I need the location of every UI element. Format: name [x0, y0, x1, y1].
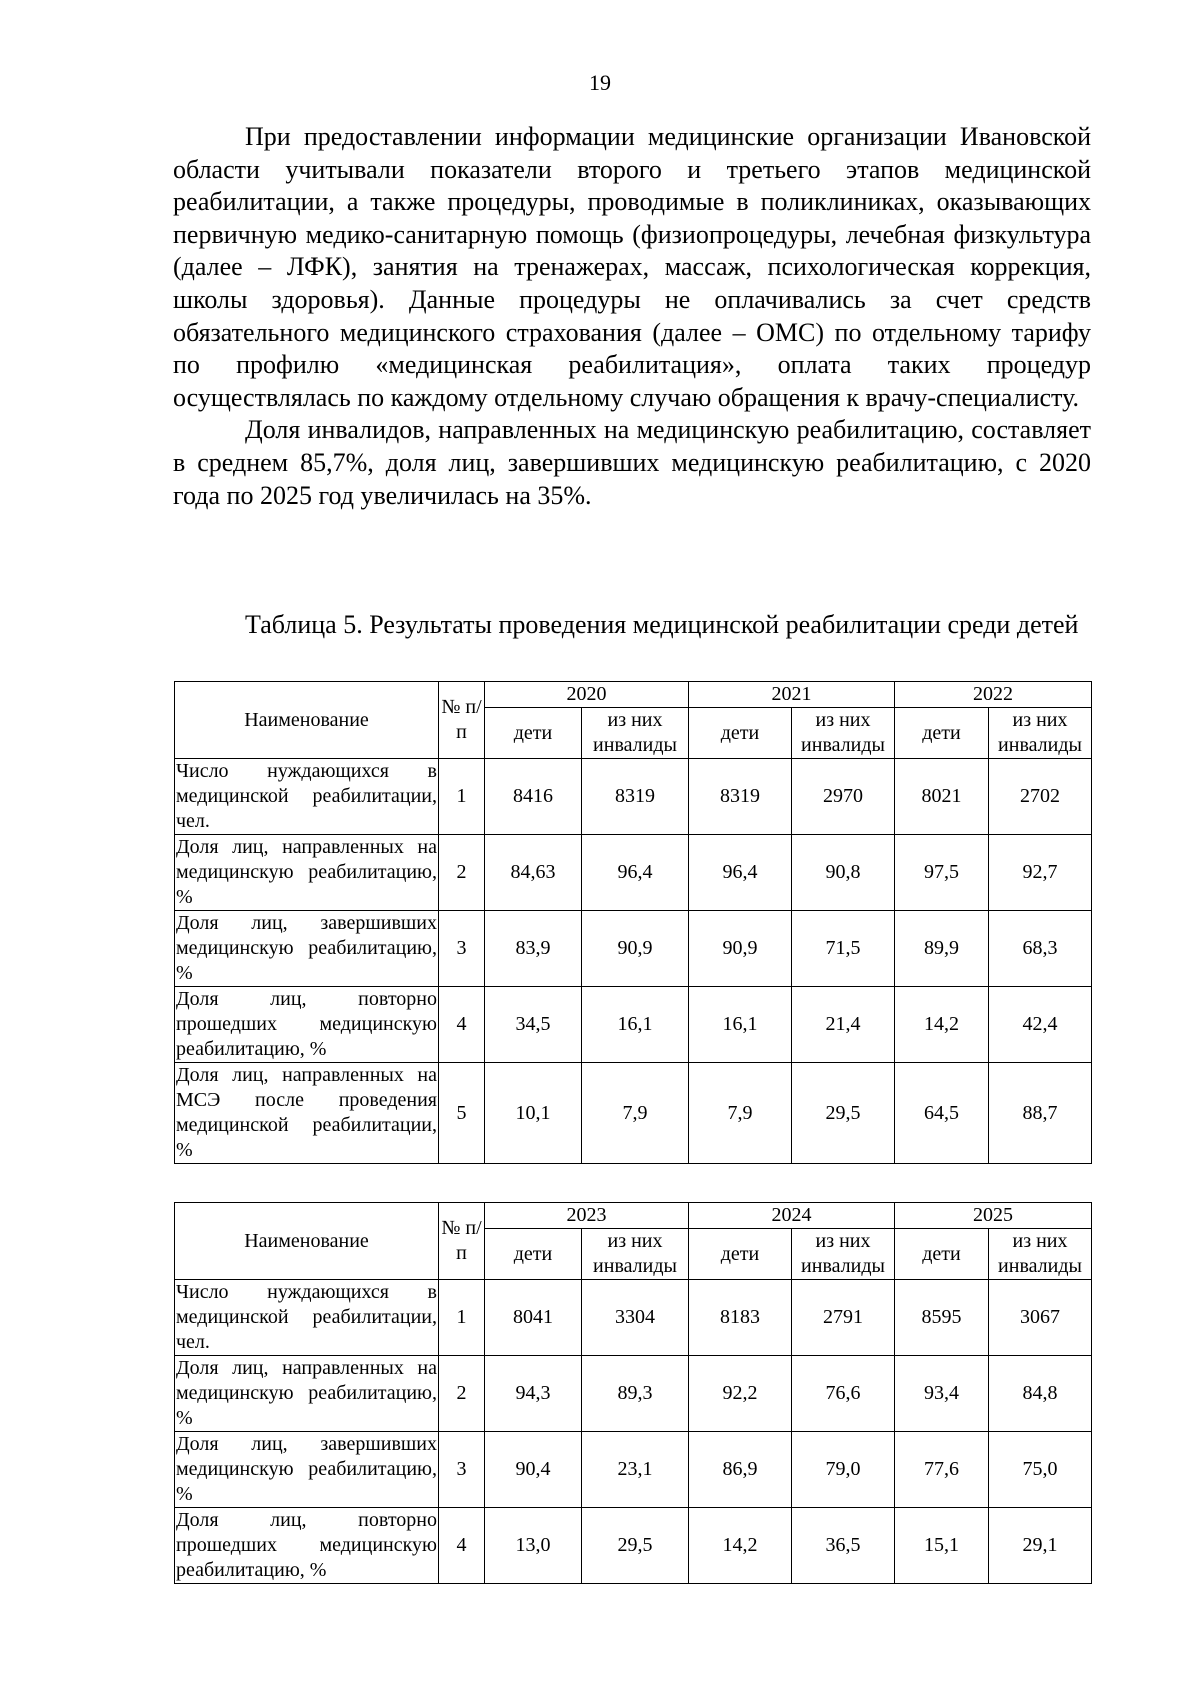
table-cell: 36,5: [792, 1508, 895, 1584]
header-year: 2020: [485, 682, 689, 708]
table-cell: 13,0: [485, 1508, 582, 1584]
results-table-2023-2025: [174, 1202, 1092, 1584]
table-cell: 97,5: [895, 835, 989, 911]
page-number: 19: [589, 70, 611, 95]
row-number: 4: [439, 1508, 485, 1584]
paragraph-1: При предоставлении информации медицинские организации Ивановской области учитывали показатели второго и третьего этапов медицинской реабилитации, а также процедуры, проводимые в поликлиниках, оказывающих первичную медико-санитарную помощь (физиопроцедуры, лечебная физкультура (далее – ЛФК), занятия на тренажерах, массаж, психологическая коррекция, школы здоровья). Данные процедуры не оплачивались за счет средств обязательного медицинского страхования (далее – ОМС) по отдельному тарифу по профилю «медицинская реабилитация», оплата таких процедур осуществлялась по каждому отдельному случаю обращения к врачу-специалисту.: [173, 122, 1091, 412]
header-number: № п/п: [439, 1203, 485, 1280]
table-caption: Таблица 5. Результаты проведения медицинской реабилитации среди детей: [245, 610, 1079, 639]
header-children: дети: [689, 708, 792, 759]
header-children: дети: [485, 708, 582, 759]
row-number: 1: [439, 1280, 485, 1356]
header-disabled: из них инвалиды: [582, 1229, 689, 1280]
header-children: дети: [895, 708, 989, 759]
table-cell: 89,3: [582, 1356, 689, 1432]
row-number: 3: [439, 1432, 485, 1508]
header-number: № п/п: [439, 682, 485, 759]
header-children: дети: [485, 1229, 582, 1280]
table-cell: 88,7: [989, 1063, 1092, 1164]
row-number: 2: [439, 1356, 485, 1432]
table-cell: 8595: [895, 1280, 989, 1356]
table-cell: 16,1: [689, 987, 792, 1063]
table-cell: 34,5: [485, 987, 582, 1063]
header-name: Наименование: [175, 682, 439, 759]
header-disabled: из них инвалиды: [792, 1229, 895, 1280]
header-year: 2025: [895, 1203, 1092, 1229]
table-cell: 42,4: [989, 987, 1092, 1063]
table-cell: 90,9: [582, 911, 689, 987]
header-name: Наименование: [175, 1203, 439, 1280]
row-name: Доля лиц, направленных на медицинскую реабилитацию, %: [175, 835, 439, 911]
table-cell: 23,1: [582, 1432, 689, 1508]
table-row: [175, 987, 1092, 1063]
table-cell: 15,1: [895, 1508, 989, 1584]
table-row: [175, 1356, 1092, 1432]
table-cell: 8416: [485, 759, 582, 835]
header-children: дети: [895, 1229, 989, 1280]
header-year: 2022: [895, 682, 1092, 708]
table-row: [175, 1508, 1092, 1584]
table-cell: 79,0: [792, 1432, 895, 1508]
table-row: [175, 759, 1092, 835]
header-year: 2023: [485, 1203, 689, 1229]
table-cell: 2791: [792, 1280, 895, 1356]
row-name: Число нуждающихся в медицинской реабилитации, чел.: [175, 759, 439, 835]
table-cell: 3067: [989, 1280, 1092, 1356]
row-number: 4: [439, 987, 485, 1063]
table-cell: 29,5: [582, 1508, 689, 1584]
table-cell: 84,63: [485, 835, 582, 911]
table-cell: 90,4: [485, 1432, 582, 1508]
table-cell: 71,5: [792, 911, 895, 987]
paragraph-2: Доля инвалидов, направленных на медицинскую реабилитацию, составляет в среднем 85,7%, доля лиц, завершивших медицинскую реабилитацию, с 2020 года по 2025 год увеличилась на 35%.: [173, 415, 1091, 510]
table-cell: 93,4: [895, 1356, 989, 1432]
table-row: [175, 835, 1092, 911]
table-cell: 2702: [989, 759, 1092, 835]
header-disabled: из них инвалиды: [989, 708, 1092, 759]
table-row: [175, 1432, 1092, 1508]
header-children: дети: [689, 1229, 792, 1280]
row-name: Доля лиц, направленных на МСЭ после проведения медицинской реабилитации, %: [175, 1063, 439, 1164]
row-name: Число нуждающихся в медицинской реабилитации, чел.: [175, 1280, 439, 1356]
body-text: [173, 121, 1091, 512]
table-cell: 21,4: [792, 987, 895, 1063]
table-cell: 75,0: [989, 1432, 1092, 1508]
table-cell: 29,1: [989, 1508, 1092, 1584]
table-cell: 29,5: [792, 1063, 895, 1164]
table-cell: 96,4: [689, 835, 792, 911]
table-row: [175, 1280, 1092, 1356]
table-cell: 16,1: [582, 987, 689, 1063]
table-cell: 14,2: [689, 1508, 792, 1584]
table-cell: 7,9: [582, 1063, 689, 1164]
table-cell: 8183: [689, 1280, 792, 1356]
table-cell: 76,6: [792, 1356, 895, 1432]
header-disabled: из них инвалиды: [792, 708, 895, 759]
table-cell: 8319: [582, 759, 689, 835]
table-cell: 68,3: [989, 911, 1092, 987]
table-cell: 64,5: [895, 1063, 989, 1164]
table-cell: 2970: [792, 759, 895, 835]
row-name: Доля лиц, повторно прошедших медицинскую реабилитацию, %: [175, 1508, 439, 1584]
row-number: 3: [439, 911, 485, 987]
table-cell: 8041: [485, 1280, 582, 1356]
table-cell: 86,9: [689, 1432, 792, 1508]
table-cell: 96,4: [582, 835, 689, 911]
table-cell: 89,9: [895, 911, 989, 987]
row-number: 5: [439, 1063, 485, 1164]
table-cell: 83,9: [485, 911, 582, 987]
row-name: Доля лиц, направленных на медицинскую реабилитацию, %: [175, 1356, 439, 1432]
row-name: Доля лиц, завершивших медицинскую реабилитацию, %: [175, 1432, 439, 1508]
table-cell: 3304: [582, 1280, 689, 1356]
table-cell: 90,8: [792, 835, 895, 911]
header-disabled: из них инвалиды: [989, 1229, 1092, 1280]
row-number: 1: [439, 759, 485, 835]
header-disabled: из них инвалиды: [582, 708, 689, 759]
table-row: [175, 1063, 1092, 1164]
table-cell: 14,2: [895, 987, 989, 1063]
table-cell: 92,2: [689, 1356, 792, 1432]
header-year: 2021: [689, 682, 895, 708]
row-number: 2: [439, 835, 485, 911]
header-year: 2024: [689, 1203, 895, 1229]
table-cell: 10,1: [485, 1063, 582, 1164]
table-cell: 84,8: [989, 1356, 1092, 1432]
table-cell: 77,6: [895, 1432, 989, 1508]
table-cell: 8021: [895, 759, 989, 835]
results-table-2020-2022: [174, 681, 1092, 1164]
table-cell: 92,7: [989, 835, 1092, 911]
row-name: Доля лиц, завершивших медицинскую реабилитацию, %: [175, 911, 439, 987]
row-name: Доля лиц, повторно прошедших медицинскую реабилитацию, %: [175, 987, 439, 1063]
table-cell: 90,9: [689, 911, 792, 987]
table-cell: 7,9: [689, 1063, 792, 1164]
table-cell: 94,3: [485, 1356, 582, 1432]
table-cell: 8319: [689, 759, 792, 835]
table-row: [175, 911, 1092, 987]
